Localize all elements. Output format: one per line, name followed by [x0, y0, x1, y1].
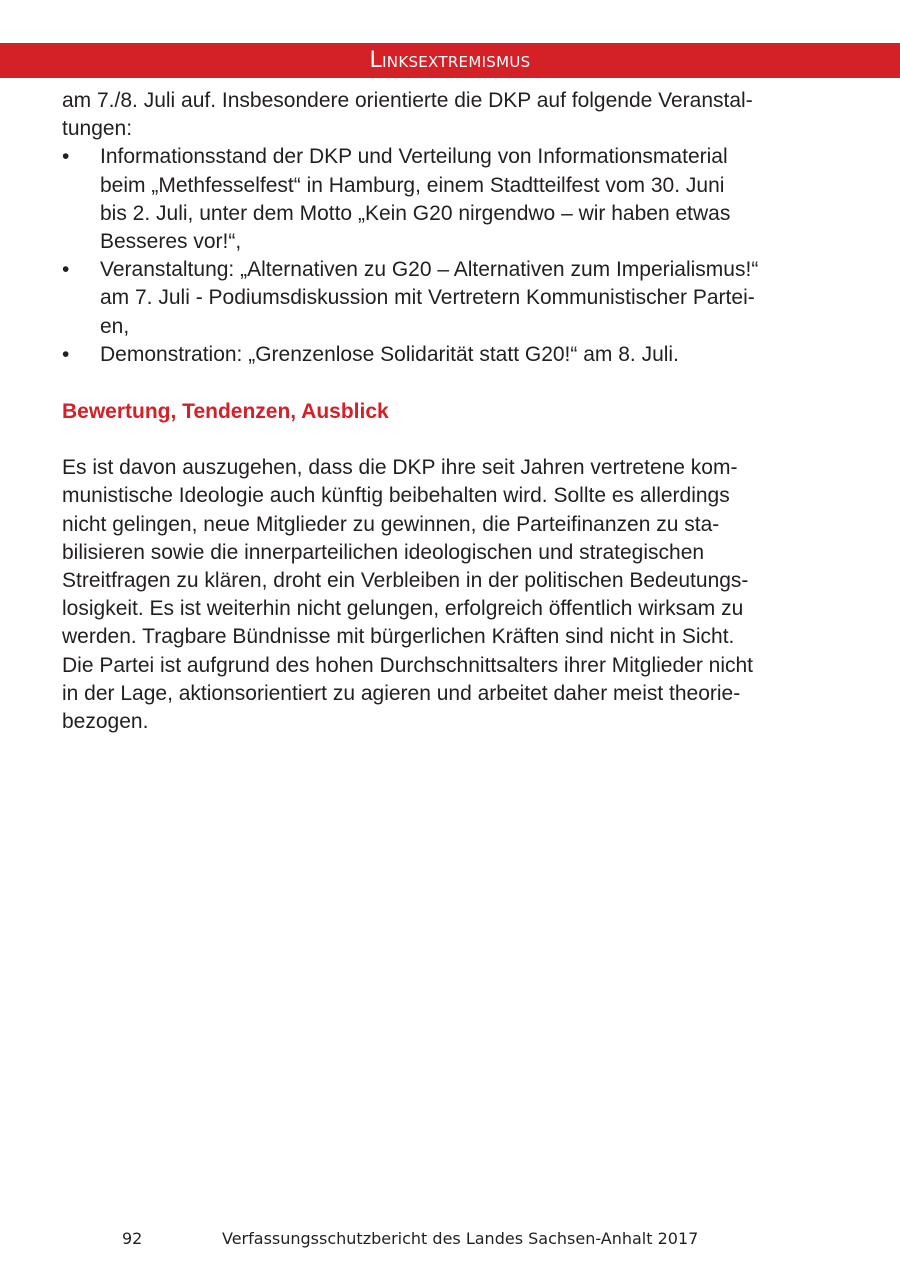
- text-line: losigkeit. Es ist weiterhin nicht gelungen, erfolgreich öffentlich wirksam zu: [62, 597, 744, 621]
- page-number: 92: [122, 1229, 143, 1248]
- text-line: bis 2. Juli, unter dem Motto „Kein G20 nirgendwo – wir haben etwas: [100, 201, 731, 225]
- text-line: en,: [100, 314, 130, 338]
- page-content: [62, 87, 852, 736]
- text-line: Veranstaltung: „Alternativen zu G20 – Alternativen zum Imperialismus!“: [100, 258, 759, 282]
- text-line: bezogen.: [62, 710, 149, 734]
- text-line: am 7./8. Juli auf. Insbesondere orientierte die DKP auf folgende Veranstal-: [62, 89, 753, 112]
- footer-publication-title: Verfassungsschutzbericht des Landes Sachsen-Anhalt 2017: [222, 1229, 699, 1248]
- text-line: werden. Tragbare Bündnisse mit bürgerlichen Kräften sind nicht in Sicht.: [62, 625, 735, 649]
- text-line: in der Lage, aktionsorientiert zu agieren und arbeitet daher meist theorie-: [62, 681, 741, 705]
- text-line: Demonstration: „Grenzenlose Solidarität statt G20!“ am 8. Juli.: [100, 342, 679, 366]
- text-line: am 7. Juli - Podiumsdiskussion mit Vertretern Kommunistischer Partei-: [100, 286, 755, 310]
- assessment-paragraph: [62, 454, 852, 736]
- section-heading: Bewertung, Tendenzen, Ausblick: [62, 400, 389, 424]
- intro-paragraph: [62, 87, 852, 143]
- section-title: Linksextremismus: [369, 48, 531, 73]
- event-list: [62, 143, 852, 369]
- text-line: Es ist davon auszugehen, dass die DKP ihre seit Jahren vertretene kom-: [62, 456, 738, 480]
- text-line: Die Partei ist aufgrund des hohen Durchschnittsalters ihrer Mitglieder nicht: [62, 653, 754, 677]
- text-line: Besseres vor!“,: [100, 230, 242, 254]
- bullet-icon: •: [62, 145, 70, 169]
- section-header-bar: [0, 43, 900, 78]
- text-line: Informationsstand der DKP und Verteilung von Informationsmaterial: [100, 145, 728, 169]
- bullet-icon: •: [62, 258, 70, 282]
- text-line: nicht gelingen, neue Mitglieder zu gewinnen, die Parteifinanzen zu sta-: [62, 512, 720, 536]
- text-line: tungen:: [62, 117, 133, 141]
- list-item: [62, 256, 852, 341]
- text-line: Streitfragen zu klären, droht ein Verbleiben in der politischen Bedeutungs-: [62, 569, 749, 593]
- text-line: beim „Methfesselfest“ in Hamburg, einem Stadtteilfest vom 30. Juni: [100, 173, 725, 197]
- text-line: bilisieren sowie die innerparteilichen ideologischen und strategischen: [62, 540, 705, 564]
- bullet-icon: •: [62, 342, 70, 366]
- list-item: [62, 143, 852, 256]
- text-line: munistische Ideologie auch künftig beibehalten wird. Sollte es allerdings: [62, 484, 730, 508]
- list-item: [62, 341, 852, 369]
